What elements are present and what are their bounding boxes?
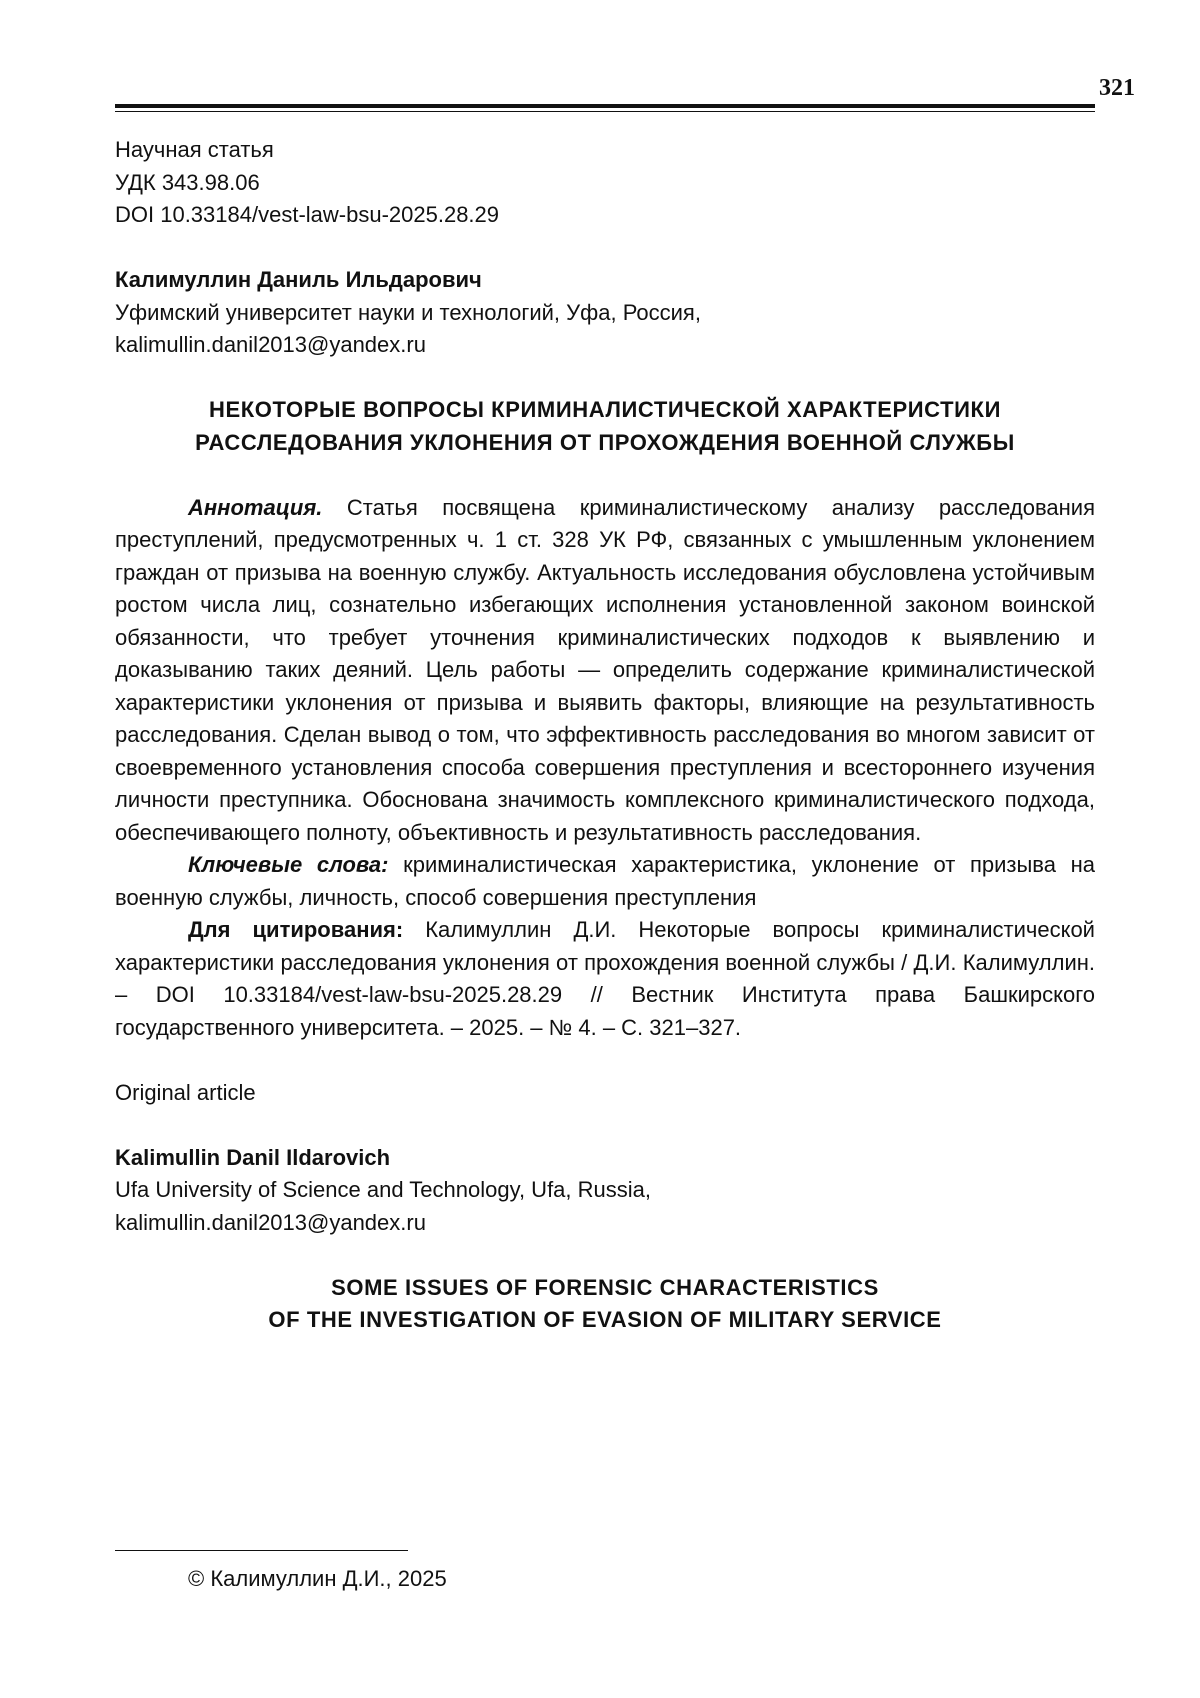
copyright-footnote: © Калимуллин Д.И., 2025 [188, 1566, 447, 1591]
page-number: 321 [1099, 75, 1135, 101]
en-author-name: Kalimullin Danil Ildarovich [115, 1144, 391, 1170]
en-article-title-line-2: OF THE INVESTIGATION OF EVASION OF MILITARY SERVICE [268, 1307, 942, 1332]
header-rule-thick [115, 104, 1095, 108]
keywords [115, 849, 1095, 914]
article-type: Научная статья [115, 137, 274, 162]
header-rule-thin [115, 111, 1095, 112]
abstract-label: Аннотация. [188, 494, 323, 520]
en-author-affiliation: Ufa University of Science and Technology, Ufa, Russia, [115, 1177, 652, 1202]
author-email: kalimullin.danil2013@yandex.ru [115, 332, 426, 357]
article-title-line-2: РАССЛЕДОВАНИЯ УКЛОНЕНИЯ ОТ ПРОХОЖДЕНИЯ ВОЕННОЙ СЛУЖБЫ [195, 429, 1015, 455]
citation [115, 914, 1095, 1044]
footnote-rule [115, 1550, 408, 1551]
doi: DOI 10.33184/vest-law-bsu-2025.28.29 [115, 202, 500, 227]
author-affiliation: Уфимский университет науки и технологий, Уфа, Россия, [115, 299, 701, 325]
author-name: Калимуллин Даниль Ильдарович [115, 267, 482, 292]
en-article-title-line-1: SOME ISSUES OF FORENSIC CHARACTERISTICS [331, 1274, 879, 1300]
keywords-text: криминалистическая характеристика, уклонение от призыва на военную службы, личность, способ совершения преступления [115, 852, 1095, 910]
keywords-label: Ключевые слова: [188, 852, 389, 877]
citation-label: Для цитирования: [188, 917, 404, 942]
en-author-email: kalimullin.danil2013@yandex.ru [115, 1209, 426, 1235]
udk: УДК 343.98.06 [115, 169, 260, 195]
citation-text: Калимуллин Д.И. Некоторые вопросы криминалистической характеристики расследования уклонения от прохождения военной службы / Д.И. Калимуллин. – DOI 10.33184/vest-law-bsu-2025.28.29 // Вестник Института права Башкирского государственного университета. – 2025. – № 4. – С. 321–327. [115, 917, 1095, 1040]
abstract-text: Статья посвящена криминалистическому анализу расследования преступлений, предусмотренных ч. 1 ст. 328 УК РФ, связанных с умышленным уклонением граждан от призыва на военную службу. Актуальность исследования обусловлена устойчивым ростом числа лиц, сознательно избегающих исполнения установленной законом воинской обязанности, что требует уточнения криминалистических подходов к выявлению и доказыванию таких деяний. Цель работы — определить содержание криминалистической характеристики уклонения от призыва и выявить факторы, влияющие на результативность расследования. Сделан вывод о том, что эффективность расследования во многом зависит от своевременного установления способа совершения преступления и всестороннего изучения личности преступника. Обоснована значимость комплексного криминалистического подхода, обеспечивающего полноту, объективность и результативность расследования. [115, 494, 1095, 845]
en-article-type: Original article [115, 1079, 256, 1105]
abstract [115, 492, 1095, 850]
article-title-line-1: НЕКОТОРЫЕ ВОПРОСЫ КРИМИНАЛИСТИЧЕСКОЙ ХАРАКТЕРИСТИКИ [208, 397, 1002, 422]
article-content [115, 134, 1095, 1337]
